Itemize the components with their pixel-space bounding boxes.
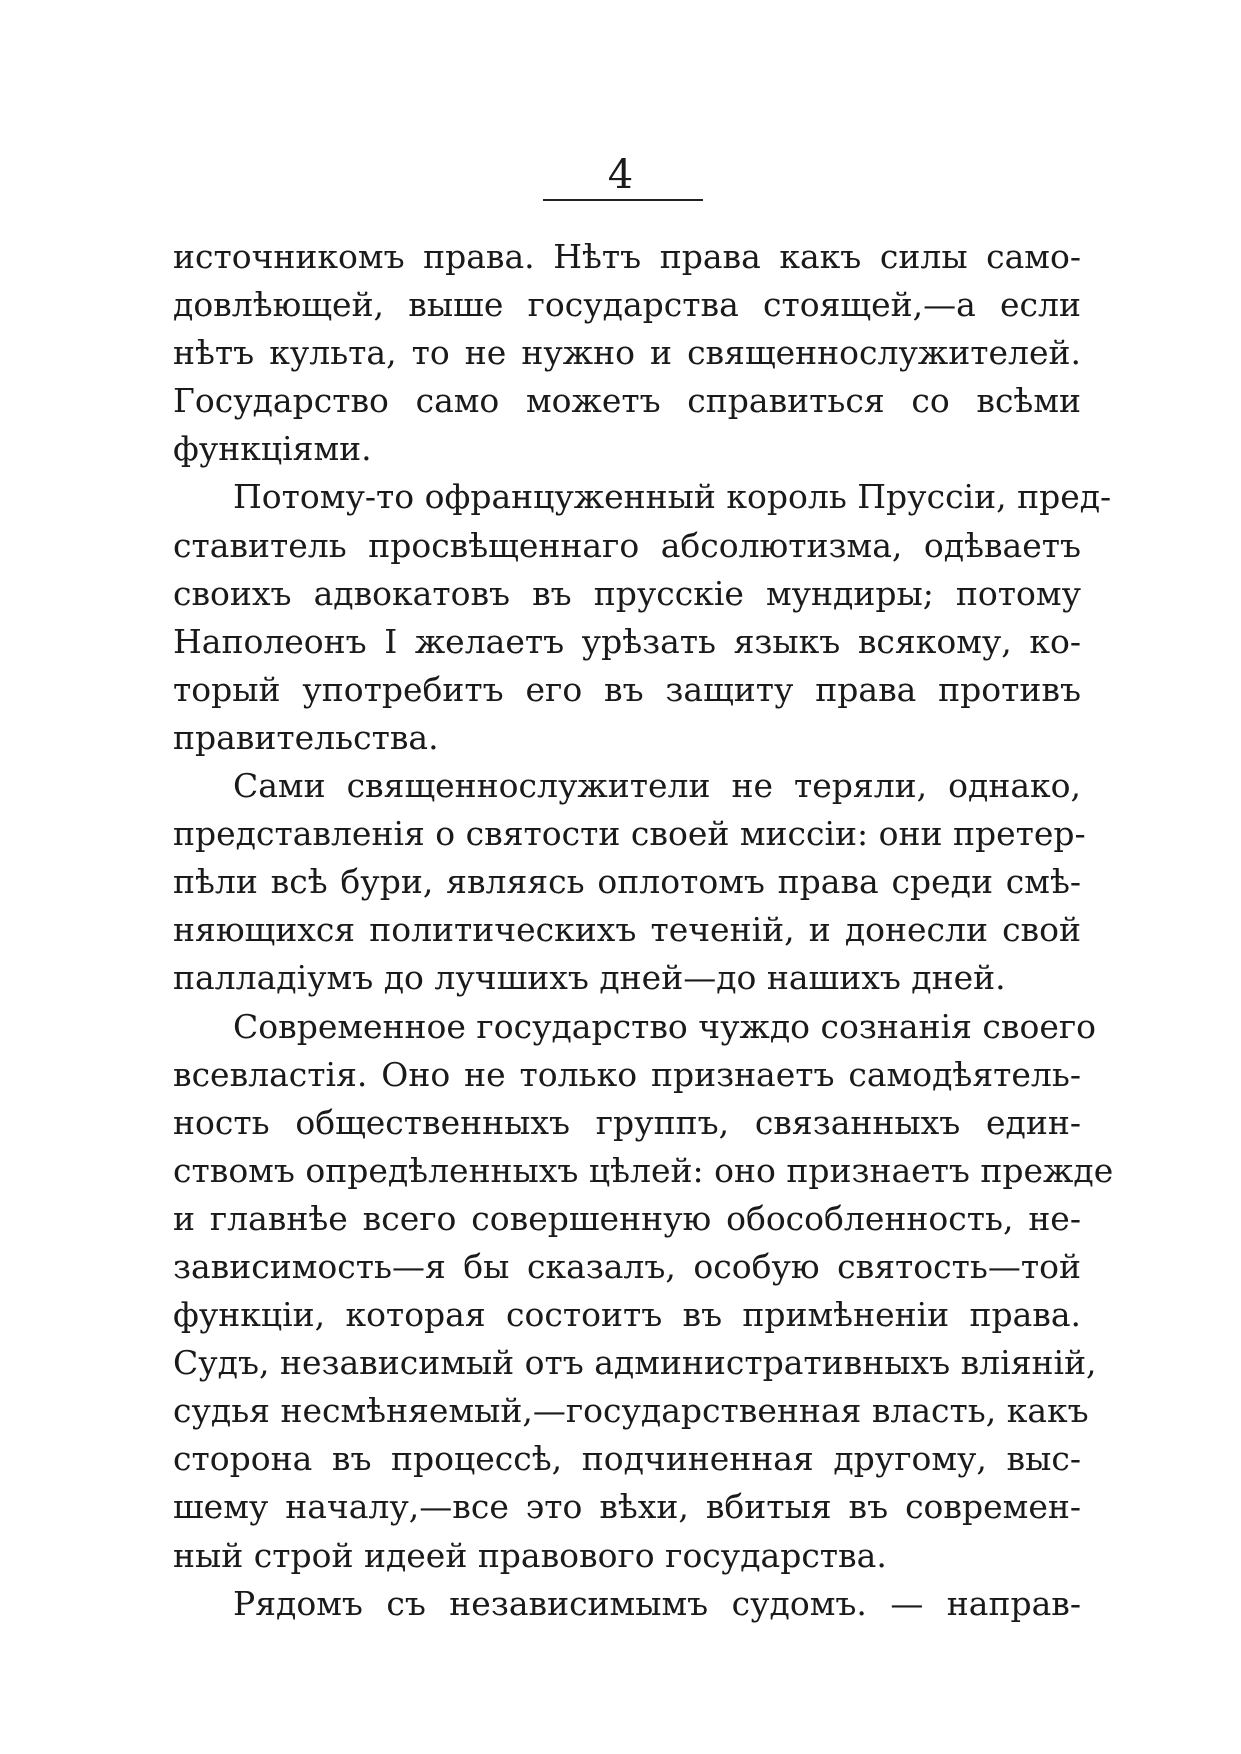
text-line: Потому-то офранцуженный король Пруссіи, пред-: [233, 477, 1112, 517]
text-line: источникомъ права. Нѣтъ права какъ силы само-: [173, 237, 1081, 276]
text-line: представленія о святости своей миссіи: они претер-: [173, 814, 1086, 854]
text-line: функціи, которая состоитъ въ примѣненіи права.: [173, 1295, 1081, 1335]
text-line: ставитель просвѣщеннаго абсолютизма, одѣваетъ: [173, 525, 1081, 565]
text-line: сторона въ процессѣ, подчиненная другому, выс-: [173, 1439, 1081, 1479]
text-line: Государство само можетъ справиться со всѣми: [173, 381, 1081, 421]
text-line: нѣтъ культа, то не нужно и священнослужителей.: [173, 333, 1081, 373]
text-line: ность общественныхъ группъ, связанныхъ един-: [173, 1102, 1081, 1142]
text-line: и главнѣе всего совершенную обособленность, не-: [173, 1198, 1081, 1238]
page-number: 4: [607, 152, 634, 198]
text-line: Судъ, независимый отъ административныхъ вліяній,: [173, 1343, 1097, 1383]
body-text: [173, 233, 1114, 1628]
text-line: ный строй идеей правового государства.: [173, 1535, 887, 1575]
text-line: Современное государство чуждо сознанія своего: [233, 1006, 1097, 1046]
text-line: Сами священнослужители не теряли, однако,: [233, 766, 1081, 806]
text-line: довлѣющей, выше государства стоящей,—а если: [173, 285, 1081, 325]
text-line: функціями.: [173, 429, 372, 469]
header-rule: [543, 199, 703, 201]
text-line: Наполеонъ I желаетъ урѣзать языкъ всякому, ко-: [173, 621, 1081, 661]
text-line: зависимость—я бы сказалъ, особую святость—той: [173, 1246, 1081, 1286]
text-line: шему началу,—все это вѣхи, вбитыя въ современ-: [173, 1487, 1081, 1527]
text-line: правительства.: [173, 717, 439, 757]
text-line: няющихся политическихъ теченій, и донесли свой: [173, 910, 1081, 950]
text-line: палладіумъ до лучшихъ дней—до нашихъ дней.: [173, 958, 1006, 998]
text-line: торый употребитъ его въ защиту права противъ: [173, 669, 1081, 709]
text-line: ствомъ опредѣленныхъ цѣлей: оно признаетъ прежде: [173, 1150, 1114, 1190]
text-line: всевластія. Оно не только признаетъ самодѣятель-: [173, 1054, 1081, 1094]
text-line: Рядомъ съ независимымъ судомъ. — направ-: [233, 1583, 1081, 1623]
text-line: судья несмѣняемый,—государственная власть, какъ: [173, 1391, 1089, 1431]
text-line: своихъ адвокатовъ въ прусскіе мундиры; потому: [173, 573, 1081, 613]
text-line: пѣли всѣ бури, являясь оплотомъ права среди смѣ-: [173, 862, 1081, 902]
